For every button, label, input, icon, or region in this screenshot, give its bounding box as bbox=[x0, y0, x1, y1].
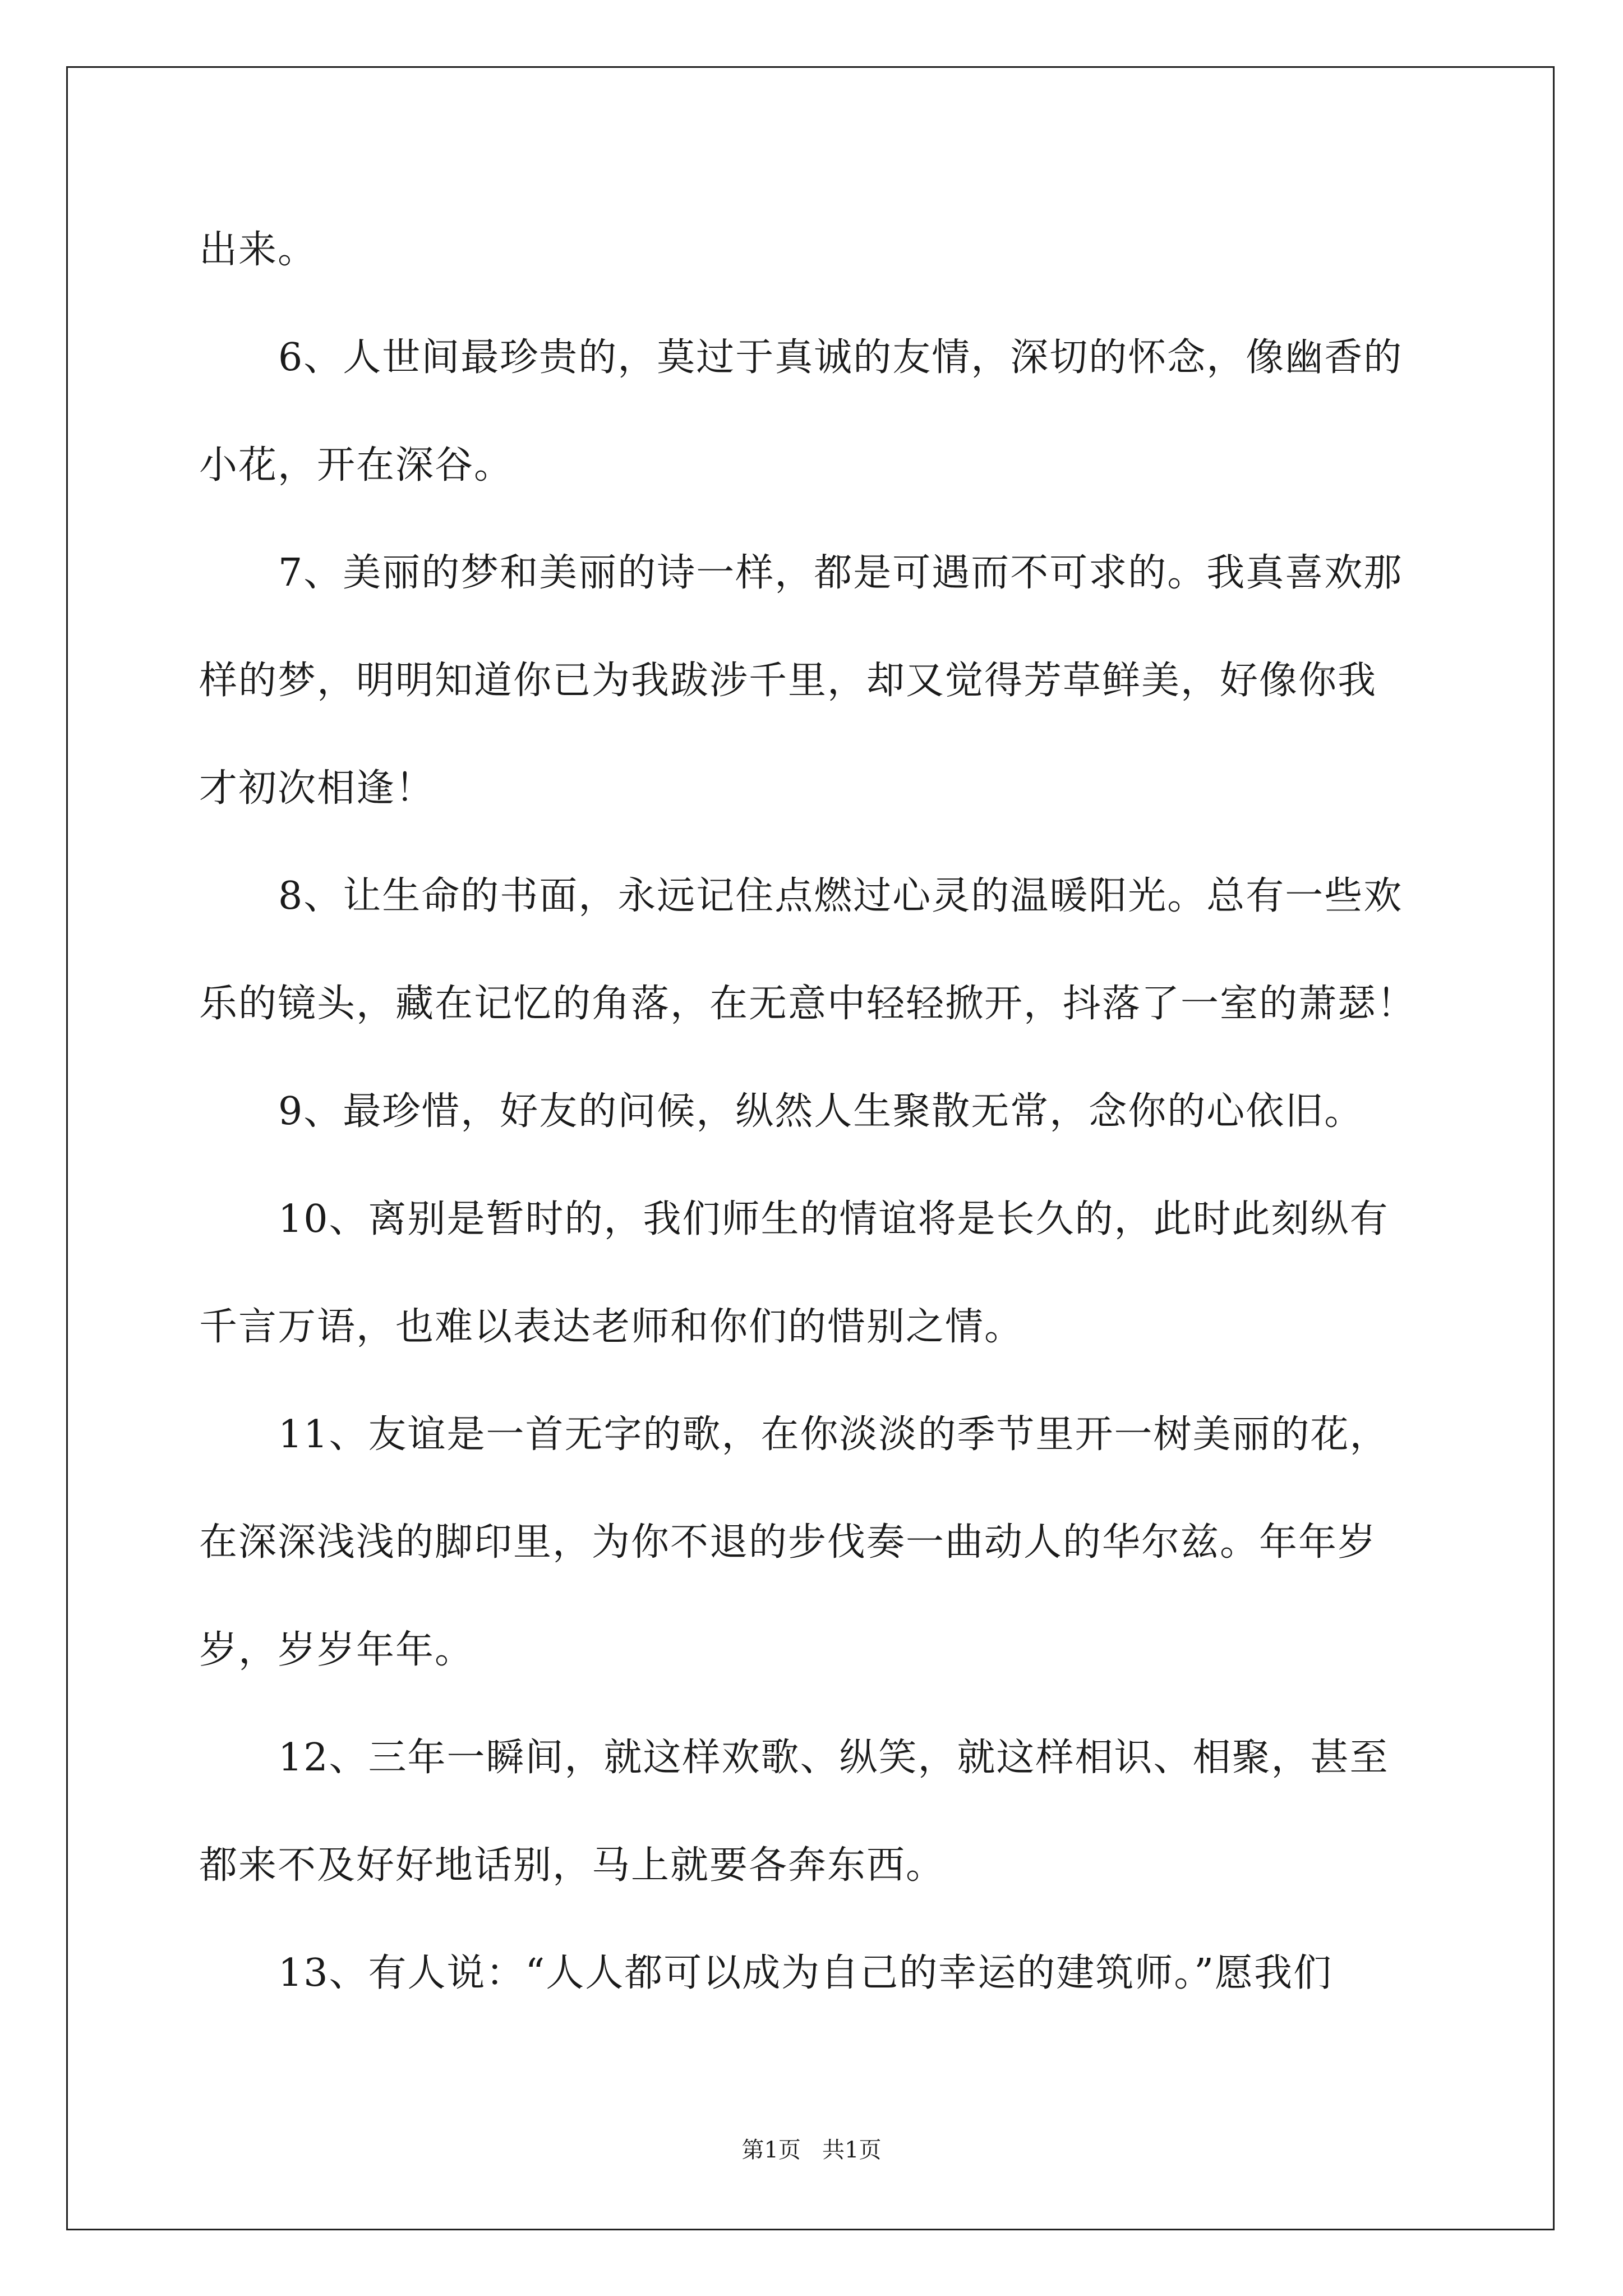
text-line: 12、三年一瞬间，就这样欢歌、纵笑，就这样相识、相聚，甚至 bbox=[278, 1736, 1389, 1780]
page-border bbox=[66, 66, 1555, 2230]
text-line: 9、最珍惜，好友的问候，纵然人生聚散无常，念你的心依旧。 bbox=[278, 1089, 1364, 1134]
text-line: 10、离别是暂时的，我们师生的情谊将是长久的，此时此刻纵有 bbox=[278, 1197, 1389, 1241]
text-line: 8、让生命的书面，永远记住点燃过心灵的温暖阳光。总有一些欢 bbox=[278, 874, 1403, 918]
text-line: 才初次相逢！ bbox=[199, 766, 435, 811]
text-line: 11、友谊是一首无字的歌，在你淡淡的季节里开一树美丽的花， bbox=[278, 1412, 1389, 1457]
text-line: 小花，开在深谷。 bbox=[199, 443, 514, 487]
page-number-footer: 第1页 共1页 bbox=[741, 2137, 882, 2163]
text-line: 7、美丽的梦和美丽的诗一样，都是可遇而不可求的。我真喜欢那 bbox=[278, 551, 1403, 595]
text-line: 13、有人说：“人人都可以成为自己的幸运的建筑师。”愿我们 bbox=[278, 1951, 1333, 1995]
text-line: 乐的镜头，藏在记忆的角落，在无意中轻轻掀开，抖落了一室的萧瑟！ bbox=[199, 982, 1417, 1026]
text-line: 出来。 bbox=[199, 228, 317, 272]
text-line: 千言万语，也难以表达老师和你们的惜别之情。 bbox=[199, 1305, 1024, 1349]
text-line: 在深深浅浅的脚印里，为你不退的步伐奏一曲动人的华尔兹。年年岁 bbox=[199, 1520, 1377, 1565]
text-line: 6、人世间最珍贵的，莫过于真诚的友情，深切的怀念，像幽香的 bbox=[278, 335, 1403, 380]
text-line: 岁，岁岁年年。 bbox=[199, 1628, 474, 1672]
text-line: 都来不及好好地话别，马上就要各奔东西。 bbox=[199, 1843, 946, 1888]
text-line: 样的梦，明明知道你已为我跋涉千里，却又觉得芳草鲜美，好像你我 bbox=[199, 659, 1377, 703]
